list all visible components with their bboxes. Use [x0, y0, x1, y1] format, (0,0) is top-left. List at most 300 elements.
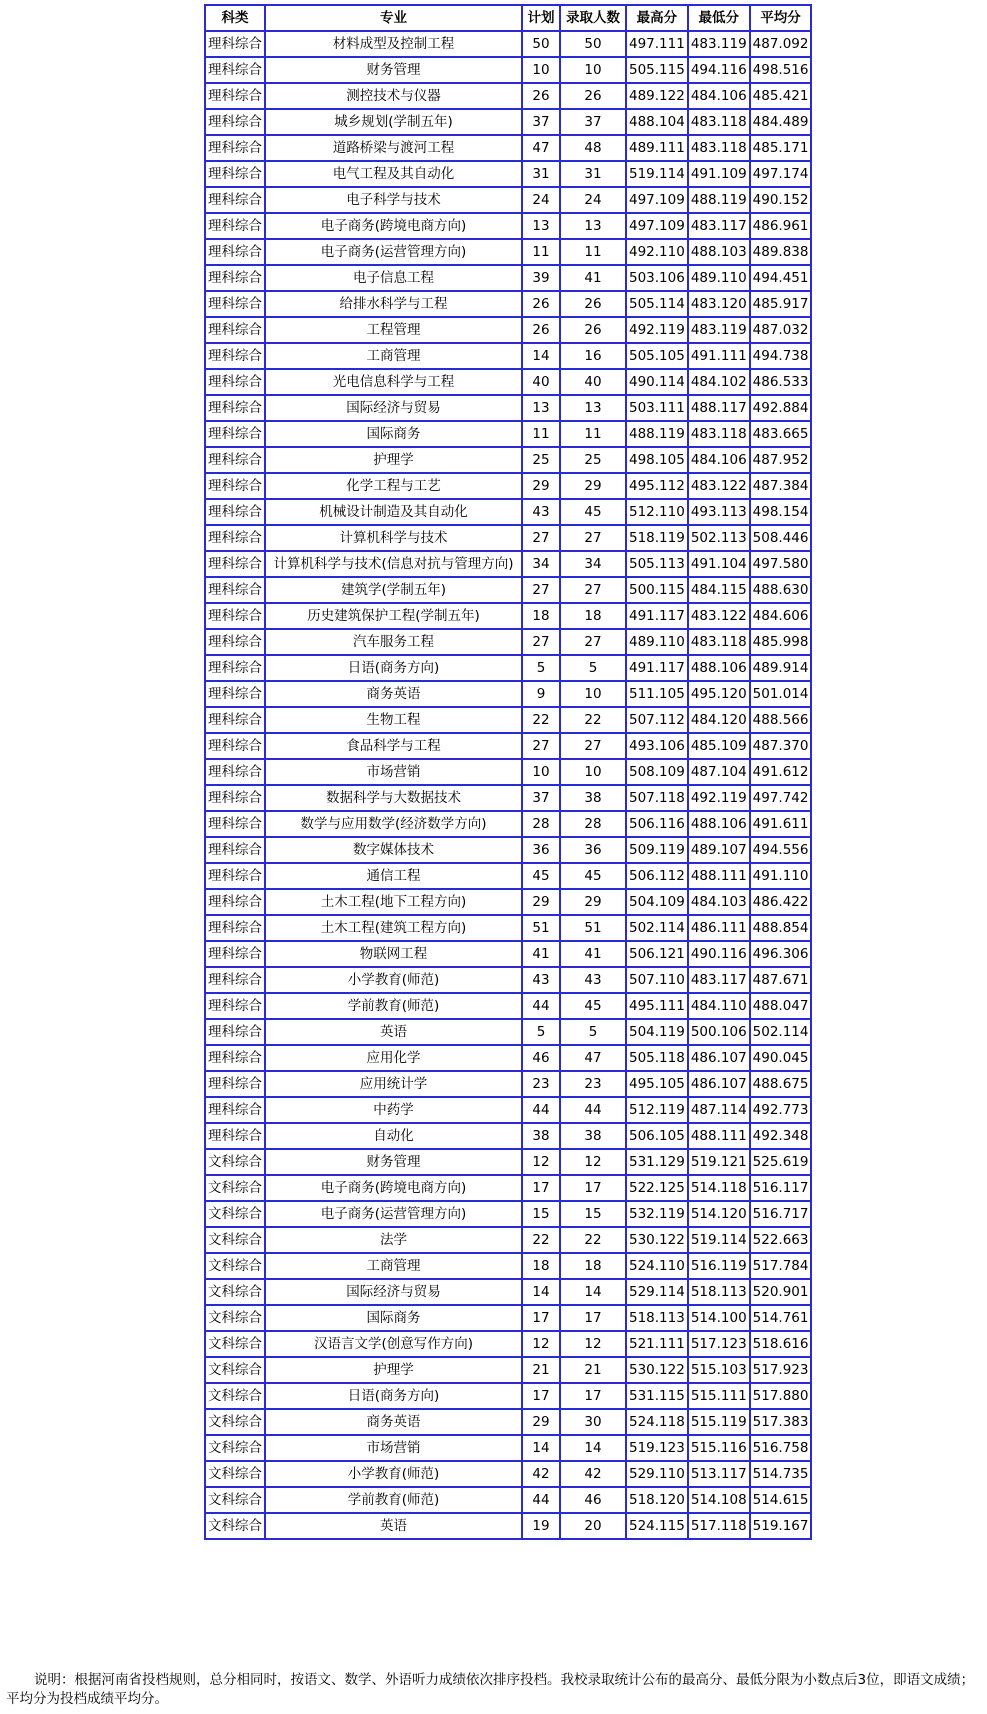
plan-cell: 36 — [522, 837, 560, 863]
plan-cell: 25 — [522, 447, 560, 473]
max-score-cell: 500.115 — [626, 577, 688, 603]
major-cell: 通信工程 — [265, 863, 522, 889]
min-score-cell: 515.119 — [688, 1409, 750, 1435]
admitted-cell: 24 — [560, 187, 626, 213]
major-cell: 给排水科学与工程 — [265, 291, 522, 317]
major-cell: 国际商务 — [265, 1305, 522, 1331]
max-score-cell: 508.109 — [626, 759, 688, 785]
avg-score-cell: 490.152 — [750, 187, 812, 213]
min-score-cell: 500.106 — [688, 1019, 750, 1045]
table-row — [205, 395, 811, 421]
table-row — [205, 837, 811, 863]
major-cell: 计算机科学与技术(信息对抗与管理方向) — [265, 551, 522, 577]
table-row — [205, 603, 811, 629]
admitted-cell: 14 — [560, 1279, 626, 1305]
header-max-score: 最高分 — [626, 5, 688, 31]
major-cell: 电子信息工程 — [265, 265, 522, 291]
admitted-cell: 12 — [560, 1331, 626, 1357]
table-row — [205, 343, 811, 369]
min-score-cell: 483.122 — [688, 473, 750, 499]
admitted-cell: 45 — [560, 863, 626, 889]
min-score-cell: 487.104 — [688, 759, 750, 785]
avg-score-cell: 520.901 — [750, 1279, 812, 1305]
max-score-cell: 506.116 — [626, 811, 688, 837]
max-score-cell: 524.115 — [626, 1513, 688, 1539]
avg-score-cell: 497.174 — [750, 161, 812, 187]
table-row — [205, 1383, 811, 1409]
admitted-cell: 13 — [560, 395, 626, 421]
table-row — [205, 421, 811, 447]
admitted-cell: 36 — [560, 837, 626, 863]
max-score-cell: 493.106 — [626, 733, 688, 759]
plan-cell: 50 — [522, 31, 560, 57]
category-cell: 理科综合 — [205, 967, 265, 993]
min-score-cell: 514.118 — [688, 1175, 750, 1201]
plan-cell: 9 — [522, 681, 560, 707]
max-score-cell: 495.112 — [626, 473, 688, 499]
avg-score-cell: 485.998 — [750, 629, 812, 655]
category-cell: 理科综合 — [205, 551, 265, 577]
max-score-cell: 491.117 — [626, 603, 688, 629]
max-score-cell: 495.105 — [626, 1071, 688, 1097]
table-row — [205, 629, 811, 655]
max-score-cell: 519.114 — [626, 161, 688, 187]
major-cell: 汽车服务工程 — [265, 629, 522, 655]
major-cell: 商务英语 — [265, 681, 522, 707]
max-score-cell: 505.115 — [626, 57, 688, 83]
admitted-cell: 18 — [560, 1253, 626, 1279]
table-row — [205, 317, 811, 343]
plan-cell: 17 — [522, 1383, 560, 1409]
plan-cell: 5 — [522, 1019, 560, 1045]
admitted-cell: 28 — [560, 811, 626, 837]
table-row — [205, 941, 811, 967]
category-cell: 理科综合 — [205, 785, 265, 811]
admitted-cell: 29 — [560, 889, 626, 915]
table-row — [205, 707, 811, 733]
category-cell: 文科综合 — [205, 1175, 265, 1201]
major-cell: 自动化 — [265, 1123, 522, 1149]
admitted-cell: 20 — [560, 1513, 626, 1539]
admitted-cell: 27 — [560, 525, 626, 551]
table-row — [205, 1357, 811, 1383]
max-score-cell: 506.112 — [626, 863, 688, 889]
avg-score-cell: 516.758 — [750, 1435, 812, 1461]
category-cell: 理科综合 — [205, 603, 265, 629]
plan-cell: 45 — [522, 863, 560, 889]
major-cell: 国际经济与贸易 — [265, 395, 522, 421]
table-row — [205, 1123, 811, 1149]
min-score-cell: 515.111 — [688, 1383, 750, 1409]
admitted-cell: 38 — [560, 1123, 626, 1149]
min-score-cell: 483.118 — [688, 421, 750, 447]
table-row — [205, 1487, 811, 1513]
max-score-cell: 492.119 — [626, 317, 688, 343]
avg-score-cell: 484.489 — [750, 109, 812, 135]
admitted-cell: 14 — [560, 1435, 626, 1461]
admitted-cell: 17 — [560, 1175, 626, 1201]
min-score-cell: 485.109 — [688, 733, 750, 759]
major-cell: 计算机科学与技术 — [265, 525, 522, 551]
major-cell: 英语 — [265, 1019, 522, 1045]
major-cell: 历史建筑保护工程(学制五年) — [265, 603, 522, 629]
max-score-cell: 524.110 — [626, 1253, 688, 1279]
max-score-cell: 524.118 — [626, 1409, 688, 1435]
category-cell: 理科综合 — [205, 863, 265, 889]
category-cell: 理科综合 — [205, 577, 265, 603]
avg-score-cell: 488.854 — [750, 915, 812, 941]
plan-cell: 38 — [522, 1123, 560, 1149]
admitted-cell: 23 — [560, 1071, 626, 1097]
min-score-cell: 491.111 — [688, 343, 750, 369]
min-score-cell: 484.106 — [688, 447, 750, 473]
plan-cell: 26 — [522, 83, 560, 109]
max-score-cell: 505.114 — [626, 291, 688, 317]
avg-score-cell: 508.446 — [750, 525, 812, 551]
category-cell: 理科综合 — [205, 681, 265, 707]
table-row — [205, 915, 811, 941]
plan-cell: 14 — [522, 1279, 560, 1305]
min-score-cell: 493.113 — [688, 499, 750, 525]
plan-cell: 26 — [522, 291, 560, 317]
min-score-cell: 518.113 — [688, 1279, 750, 1305]
min-score-cell: 483.118 — [688, 629, 750, 655]
table-row — [205, 1071, 811, 1097]
table-body — [205, 31, 811, 1539]
max-score-cell: 521.111 — [626, 1331, 688, 1357]
header-plan: 计划 — [522, 5, 560, 31]
category-cell: 理科综合 — [205, 213, 265, 239]
max-score-cell: 497.109 — [626, 213, 688, 239]
header-category: 科类 — [205, 5, 265, 31]
avg-score-cell: 496.306 — [750, 941, 812, 967]
admitted-cell: 27 — [560, 577, 626, 603]
avg-score-cell: 488.566 — [750, 707, 812, 733]
plan-cell: 43 — [522, 499, 560, 525]
avg-score-cell: 497.742 — [750, 785, 812, 811]
max-score-cell: 529.114 — [626, 1279, 688, 1305]
plan-cell: 18 — [522, 603, 560, 629]
max-score-cell: 505.105 — [626, 343, 688, 369]
avg-score-cell: 487.370 — [750, 733, 812, 759]
table-row — [205, 1227, 811, 1253]
admitted-cell: 26 — [560, 291, 626, 317]
avg-score-cell: 487.952 — [750, 447, 812, 473]
plan-cell: 29 — [522, 473, 560, 499]
max-score-cell: 504.109 — [626, 889, 688, 915]
category-cell: 理科综合 — [205, 83, 265, 109]
major-cell: 应用统计学 — [265, 1071, 522, 1097]
category-cell: 理科综合 — [205, 837, 265, 863]
category-cell: 理科综合 — [205, 1045, 265, 1071]
table-row — [205, 681, 811, 707]
plan-cell: 10 — [522, 57, 560, 83]
major-cell: 数据科学与大数据技术 — [265, 785, 522, 811]
plan-cell: 31 — [522, 161, 560, 187]
admitted-cell: 44 — [560, 1097, 626, 1123]
max-score-cell: 497.109 — [626, 187, 688, 213]
max-score-cell: 512.119 — [626, 1097, 688, 1123]
max-score-cell: 504.119 — [626, 1019, 688, 1045]
min-score-cell: 519.121 — [688, 1149, 750, 1175]
min-score-cell: 486.107 — [688, 1045, 750, 1071]
category-cell: 理科综合 — [205, 811, 265, 837]
major-cell: 土木工程(建筑工程方向) — [265, 915, 522, 941]
min-score-cell: 488.117 — [688, 395, 750, 421]
max-score-cell: 532.119 — [626, 1201, 688, 1227]
major-cell: 电子商务(运营管理方向) — [265, 239, 522, 265]
table-row — [205, 577, 811, 603]
max-score-cell: 506.105 — [626, 1123, 688, 1149]
header-min-score: 最低分 — [688, 5, 750, 31]
plan-cell: 37 — [522, 785, 560, 811]
min-score-cell: 484.110 — [688, 993, 750, 1019]
avg-score-cell: 517.784 — [750, 1253, 812, 1279]
max-score-cell: 489.122 — [626, 83, 688, 109]
max-score-cell: 490.114 — [626, 369, 688, 395]
header-major: 专业 — [265, 5, 522, 31]
admitted-cell: 30 — [560, 1409, 626, 1435]
admitted-cell: 41 — [560, 941, 626, 967]
table-row — [205, 1201, 811, 1227]
table-row — [205, 57, 811, 83]
admission-scores-table — [204, 4, 812, 1540]
major-cell: 小学教育(师范) — [265, 967, 522, 993]
table-row — [205, 187, 811, 213]
table-row — [205, 1045, 811, 1071]
plan-cell: 13 — [522, 213, 560, 239]
avg-score-cell: 522.663 — [750, 1227, 812, 1253]
major-cell: 市场营销 — [265, 1435, 522, 1461]
avg-score-cell: 487.671 — [750, 967, 812, 993]
min-score-cell: 492.119 — [688, 785, 750, 811]
avg-score-cell: 486.533 — [750, 369, 812, 395]
category-cell: 文科综合 — [205, 1435, 265, 1461]
avg-score-cell: 492.348 — [750, 1123, 812, 1149]
min-score-cell: 519.114 — [688, 1227, 750, 1253]
category-cell: 理科综合 — [205, 889, 265, 915]
major-cell: 商务英语 — [265, 1409, 522, 1435]
category-cell: 理科综合 — [205, 993, 265, 1019]
min-score-cell: 486.107 — [688, 1071, 750, 1097]
admitted-cell: 16 — [560, 343, 626, 369]
table-row — [205, 1305, 811, 1331]
plan-cell: 44 — [522, 993, 560, 1019]
avg-score-cell: 486.961 — [750, 213, 812, 239]
max-score-cell: 507.118 — [626, 785, 688, 811]
table-header-row — [205, 5, 811, 31]
category-cell: 文科综合 — [205, 1149, 265, 1175]
min-score-cell: 514.100 — [688, 1305, 750, 1331]
table-row — [205, 1253, 811, 1279]
table-row — [205, 1175, 811, 1201]
table-row — [205, 759, 811, 785]
major-cell: 测控技术与仪器 — [265, 83, 522, 109]
category-cell: 理科综合 — [205, 239, 265, 265]
min-score-cell: 502.113 — [688, 525, 750, 551]
table-row — [205, 863, 811, 889]
admitted-cell: 48 — [560, 135, 626, 161]
plan-cell: 40 — [522, 369, 560, 395]
avg-score-cell: 501.014 — [750, 681, 812, 707]
major-cell: 应用化学 — [265, 1045, 522, 1071]
category-cell: 文科综合 — [205, 1409, 265, 1435]
max-score-cell: 507.110 — [626, 967, 688, 993]
admitted-cell: 17 — [560, 1305, 626, 1331]
major-cell: 财务管理 — [265, 1149, 522, 1175]
min-score-cell: 487.114 — [688, 1097, 750, 1123]
plan-cell: 34 — [522, 551, 560, 577]
admitted-cell: 11 — [560, 421, 626, 447]
major-cell: 学前教育(师范) — [265, 993, 522, 1019]
table-row — [205, 525, 811, 551]
min-score-cell: 517.118 — [688, 1513, 750, 1539]
table-row — [205, 1331, 811, 1357]
avg-score-cell: 517.880 — [750, 1383, 812, 1409]
category-cell: 理科综合 — [205, 31, 265, 57]
plan-cell: 5 — [522, 655, 560, 681]
min-score-cell: 483.117 — [688, 213, 750, 239]
admitted-cell: 45 — [560, 499, 626, 525]
table-row — [205, 1409, 811, 1435]
max-score-cell: 509.119 — [626, 837, 688, 863]
category-cell: 理科综合 — [205, 395, 265, 421]
max-score-cell: 491.117 — [626, 655, 688, 681]
category-cell: 理科综合 — [205, 499, 265, 525]
avg-score-cell: 516.717 — [750, 1201, 812, 1227]
major-cell: 数学与应用数学(经济数学方向) — [265, 811, 522, 837]
avg-score-cell: 502.114 — [750, 1019, 812, 1045]
min-score-cell: 484.115 — [688, 577, 750, 603]
major-cell: 护理学 — [265, 447, 522, 473]
plan-cell: 17 — [522, 1175, 560, 1201]
max-score-cell: 498.105 — [626, 447, 688, 473]
min-score-cell: 513.117 — [688, 1461, 750, 1487]
table-row — [205, 31, 811, 57]
plan-cell: 14 — [522, 1435, 560, 1461]
max-score-cell: 530.122 — [626, 1227, 688, 1253]
table-row — [205, 265, 811, 291]
admitted-cell: 34 — [560, 551, 626, 577]
category-cell: 理科综合 — [205, 317, 265, 343]
table-row — [205, 733, 811, 759]
category-cell: 文科综合 — [205, 1513, 265, 1539]
category-cell: 理科综合 — [205, 655, 265, 681]
admitted-cell: 37 — [560, 109, 626, 135]
min-score-cell: 488.119 — [688, 187, 750, 213]
min-score-cell: 488.111 — [688, 863, 750, 889]
plan-cell: 27 — [522, 733, 560, 759]
major-cell: 护理学 — [265, 1357, 522, 1383]
max-score-cell: 503.111 — [626, 395, 688, 421]
admitted-cell: 29 — [560, 473, 626, 499]
major-cell: 电子商务(跨境电商方向) — [265, 213, 522, 239]
plan-cell: 13 — [522, 395, 560, 421]
table-row — [205, 135, 811, 161]
avg-score-cell: 497.580 — [750, 551, 812, 577]
avg-score-cell: 485.917 — [750, 291, 812, 317]
admitted-cell: 26 — [560, 317, 626, 343]
max-score-cell: 531.115 — [626, 1383, 688, 1409]
min-score-cell: 488.106 — [688, 811, 750, 837]
plan-cell: 26 — [522, 317, 560, 343]
plan-cell: 47 — [522, 135, 560, 161]
min-score-cell: 517.123 — [688, 1331, 750, 1357]
admitted-cell: 41 — [560, 265, 626, 291]
max-score-cell: 492.110 — [626, 239, 688, 265]
avg-score-cell: 514.735 — [750, 1461, 812, 1487]
admitted-cell: 21 — [560, 1357, 626, 1383]
table-row — [205, 213, 811, 239]
major-cell: 汉语言文学(创意写作方向) — [265, 1331, 522, 1357]
major-cell: 机械设计制造及其自动化 — [265, 499, 522, 525]
admitted-cell: 10 — [560, 759, 626, 785]
major-cell: 城乡规划(学制五年) — [265, 109, 522, 135]
table-row — [205, 499, 811, 525]
plan-cell: 27 — [522, 577, 560, 603]
avg-score-cell: 485.171 — [750, 135, 812, 161]
max-score-cell: 529.110 — [626, 1461, 688, 1487]
min-score-cell: 495.120 — [688, 681, 750, 707]
category-cell: 文科综合 — [205, 1279, 265, 1305]
plan-cell: 37 — [522, 109, 560, 135]
min-score-cell: 484.103 — [688, 889, 750, 915]
max-score-cell: 495.111 — [626, 993, 688, 1019]
avg-score-cell: 487.384 — [750, 473, 812, 499]
category-cell: 理科综合 — [205, 629, 265, 655]
max-score-cell: 518.119 — [626, 525, 688, 551]
category-cell: 理科综合 — [205, 1123, 265, 1149]
major-cell: 工商管理 — [265, 1253, 522, 1279]
avg-score-cell: 486.422 — [750, 889, 812, 915]
plan-cell: 27 — [522, 525, 560, 551]
category-cell: 理科综合 — [205, 421, 265, 447]
plan-cell: 29 — [522, 889, 560, 915]
avg-score-cell: 489.914 — [750, 655, 812, 681]
category-cell: 文科综合 — [205, 1227, 265, 1253]
table-row — [205, 447, 811, 473]
max-score-cell: 489.110 — [626, 629, 688, 655]
avg-score-cell: 492.773 — [750, 1097, 812, 1123]
category-cell: 理科综合 — [205, 473, 265, 499]
major-cell: 国际商务 — [265, 421, 522, 447]
avg-score-cell: 518.616 — [750, 1331, 812, 1357]
category-cell: 理科综合 — [205, 291, 265, 317]
table-row — [205, 1461, 811, 1487]
avg-score-cell: 516.117 — [750, 1175, 812, 1201]
table-row — [205, 291, 811, 317]
admitted-cell: 40 — [560, 369, 626, 395]
category-cell: 文科综合 — [205, 1331, 265, 1357]
min-score-cell: 491.109 — [688, 161, 750, 187]
admission-scores-table-container — [204, 4, 812, 1540]
major-cell: 材料成型及控制工程 — [265, 31, 522, 57]
plan-cell: 46 — [522, 1045, 560, 1071]
category-cell: 理科综合 — [205, 369, 265, 395]
category-cell: 理科综合 — [205, 759, 265, 785]
min-score-cell: 483.120 — [688, 291, 750, 317]
major-cell: 光电信息科学与工程 — [265, 369, 522, 395]
admitted-cell: 11 — [560, 239, 626, 265]
category-cell: 文科综合 — [205, 1253, 265, 1279]
max-score-cell: 522.125 — [626, 1175, 688, 1201]
header-admitted: 录取人数 — [560, 5, 626, 31]
major-cell: 道路桥梁与渡河工程 — [265, 135, 522, 161]
avg-score-cell: 494.738 — [750, 343, 812, 369]
admitted-cell: 27 — [560, 629, 626, 655]
category-cell: 理科综合 — [205, 1019, 265, 1045]
min-score-cell: 490.116 — [688, 941, 750, 967]
